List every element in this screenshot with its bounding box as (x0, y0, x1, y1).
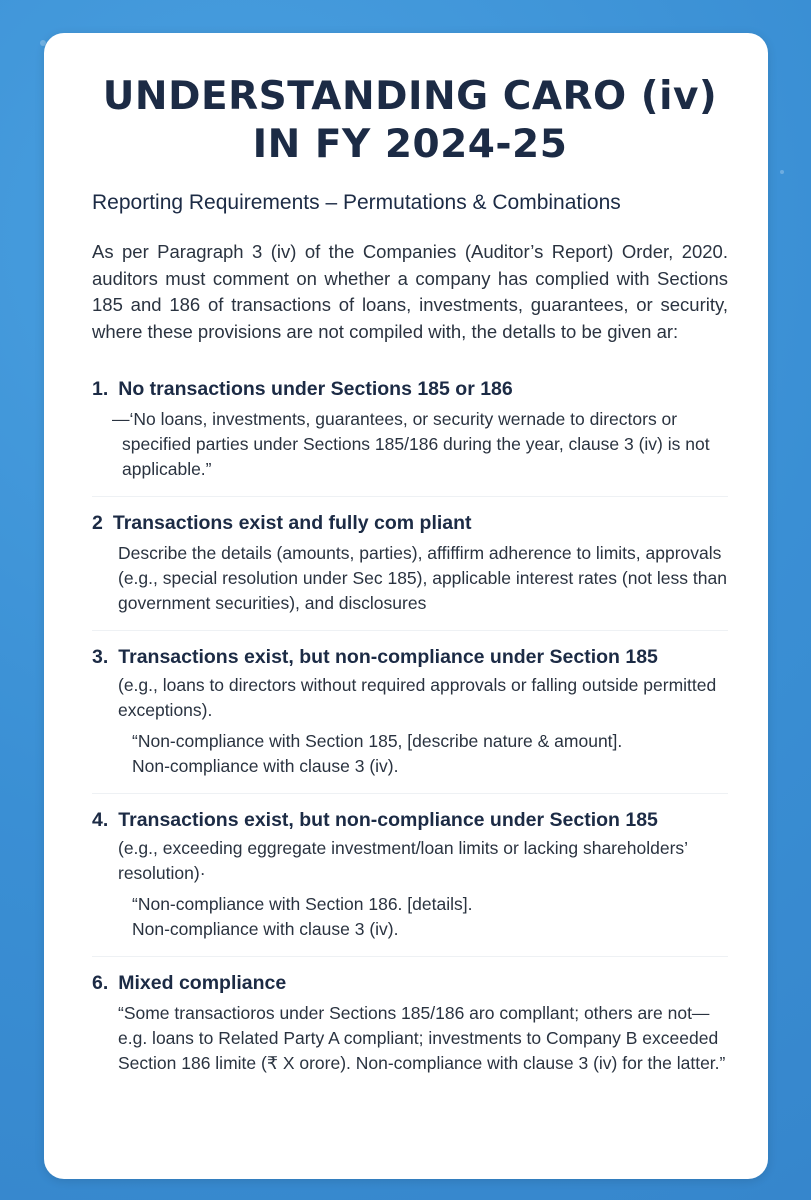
quote-line: Non-compliance with clause 3 (iv). (132, 756, 399, 776)
section-heading (92, 643, 728, 671)
section-example: (e.g., exceeding eggregate investment/loan limits or lacking shareholders’ resolution)· (118, 838, 688, 883)
section-body: —‘No loans, investments, guarantees, or security wernade to directors or specified parties under Sections 185/186 during the year, clause 3 (iv) is not applicable.” (112, 409, 710, 479)
section-heading (92, 806, 728, 834)
quote-line: “Non-compliance with Section 185, [describe nature & amount]. (132, 731, 623, 751)
background-dot (780, 170, 784, 174)
section-title: Transactions exist and fully com pliant (112, 512, 472, 534)
section-number: 1. (92, 378, 109, 400)
section-heading (92, 969, 728, 997)
title-line-1: UNDERSTANDING CARO (iv) (102, 74, 718, 119)
quote-line: “Non-compliance with Section 186. [details]. (132, 894, 473, 914)
section-quote (132, 892, 728, 942)
quote-line: Non-compliance with clause 3 (iv). (132, 919, 399, 939)
title-line-2: IN FY 2024-25 (252, 122, 568, 167)
page-title (92, 33, 728, 169)
section-title: Mixed compliance (118, 972, 287, 994)
section-example: (e.g., loans to directors without required approvals or falling outside permitted exceptions). (118, 675, 717, 720)
section-body: Describe the details (amounts, parties), affiffirm adherence to limits, approvals (e.g., special resolution under Sec 185), applicable interest rates (not less than government securities), and disclosures (118, 543, 727, 613)
section-heading (92, 375, 728, 403)
info-card (44, 33, 768, 1179)
intro-paragraph: As per Paragraph 3 (iv) of the Companies (Auditor’s Report) Order, 2020. auditors must comment on whether a company has complied with Sections 185 and 186 of transactions of loans, investments, guarantees, or security, where these provisions are not compiled with, the detalls to be given ar: (92, 241, 728, 342)
section-number: 6. (92, 972, 109, 994)
section-mixed-compliance (92, 956, 728, 1090)
section-title: Transactions exist, but non-compliance under Section 185 (118, 646, 658, 668)
section-no-transactions (92, 363, 728, 496)
section-non-compliance-185 (92, 630, 728, 793)
section-title: Transactions exist, but non-compliance under Section 185 (118, 809, 658, 831)
section-title: No transactions under Sections 185 or 186 (118, 378, 513, 400)
section-fully-compliant (92, 496, 728, 630)
section-quote (132, 729, 728, 779)
section-heading (92, 509, 728, 537)
section-number: 2 (92, 512, 103, 534)
subtitle: Reporting Requirements – Permutations & Combinations (92, 191, 621, 214)
section-number: 3. (92, 646, 109, 668)
section-body: “Some transactioros under Sections 185/186 aro compllant; others are not— e.g. loans to Related Party A compliant; investments to Company B exceeded Section 186 limite (₹ X orore). Non-compliance with clause 3 (iv) for the latter.” (118, 1003, 726, 1073)
section-non-compliance-186 (92, 793, 728, 956)
section-number: 4. (92, 809, 109, 831)
